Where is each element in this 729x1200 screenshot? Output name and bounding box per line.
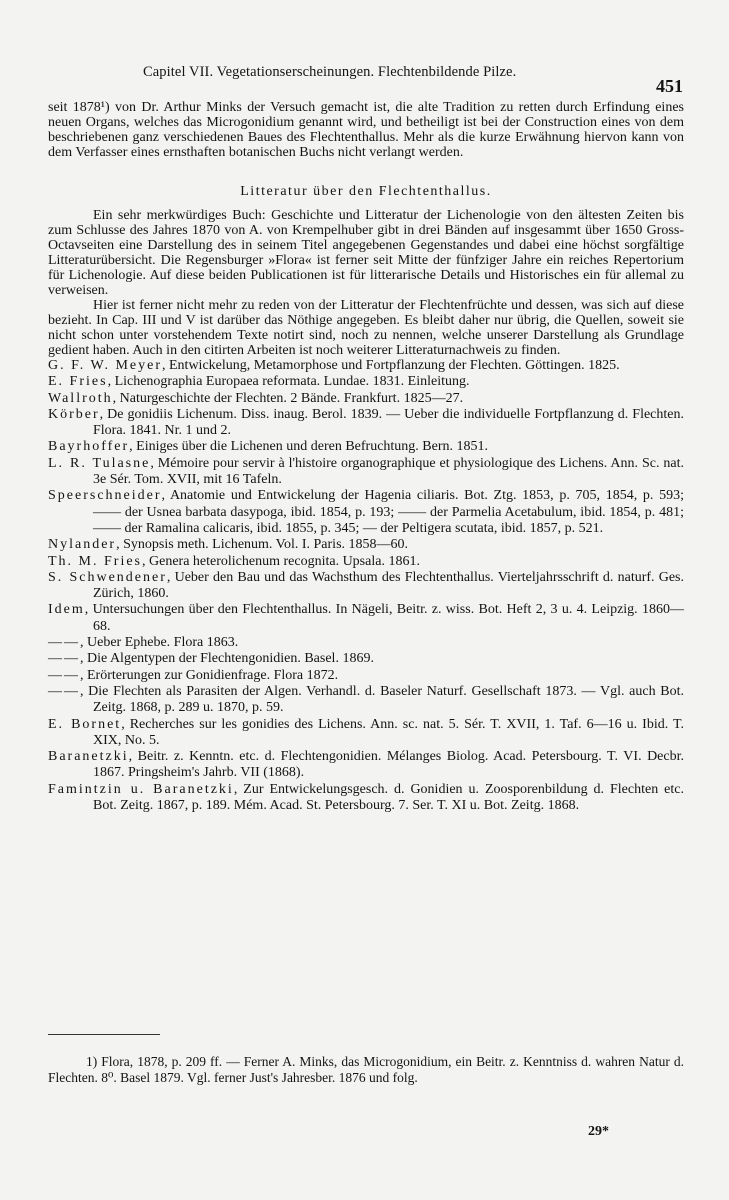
reference-author: E. Bornet [48, 716, 122, 732]
section-heading: Litteratur über den Flechtenthallus. [240, 184, 492, 199]
reference-author: Körber [48, 406, 100, 422]
reference-author: —— [48, 635, 80, 651]
reference-text: , Genera heterolichenum recognita. Upsala. 1861. [142, 553, 420, 569]
reference-entry [48, 488, 684, 537]
reference-author: Idem [48, 602, 85, 618]
reference-entry [48, 407, 684, 440]
reference-author: L. R. Tulasne [48, 455, 151, 471]
reference-entry [48, 717, 684, 750]
reference-author: Famintzin u. Baranetzki [48, 781, 234, 797]
reference-entry [48, 749, 684, 782]
reference-entry [48, 439, 684, 455]
reference-author: —— [48, 683, 80, 699]
reference-text: , Anatomie und Entwickelung der Hagenia ciliaris. Bot. Ztg. 1853, p. 705, 1854, p. 593; —— der Usnea barbata dasypoga, ibid. 1854, p. 193; —— der Parmelia Acetabulum, ibid. 1854, p. 481; —— der Ramalina calicaris, ibid. 1855, p. 345; — der Peltigera scutata, ibid. 1857, p. 521. [93, 488, 684, 536]
reference-entry [48, 602, 684, 635]
reference-entry [48, 570, 684, 603]
reference-text: , Mémoire pour servir à l'histoire organographique et physiologique des Lichens. Ann. Sc. nat. 3e Sér. Tom. XVII, mit 16 Tafeln. [93, 455, 684, 488]
reference-entry [48, 782, 684, 815]
reference-entry [48, 635, 684, 651]
reference-author: Speerschneider [48, 488, 162, 504]
reference-text: , Synopsis meth. Lichenum. Vol. I. Paris. 1858—60. [116, 537, 409, 553]
reference-entry [48, 651, 684, 667]
reference-text: , Recherches sur les gonidies des Lichens. Ann. sc. nat. 5. Sér. T. XVII, 1. Taf. 6—16 u. Ibid. T. XIX, No. 5. [93, 716, 684, 748]
reference-text: , Beitr. z. Kenntn. etc. d. Flechtengonidien. Mélanges Biolog. Acad. Petersbourg. T. VI. Decbr. 1867. Pringsheim's Jahrb. VII (1868). [93, 749, 684, 781]
footnote-rule [48, 1034, 160, 1035]
reference-author: Bayrhoffer [48, 439, 130, 455]
reference-entry [48, 668, 684, 684]
reference-text: , Lichenographia Europaea reformata. Lundae. 1831. Einleitung. [107, 374, 470, 390]
reference-text: , Entwickelung, Metamorphose und Fortpflanzung der Flechten. Göttingen. 1825. [162, 358, 620, 373]
reference-author: G. F. W. Meyer [48, 358, 162, 373]
intro-paragraph: seit 1878¹) von Dr. Arthur Minks der Versuch gemacht ist, die alte Tradition zu retten durch Erfindung eines neuen Organs, welches das Microgonidium genannt wird, und betheiligt ist bei der Construction eines von dem beschriebenen ganz verschiedenen Baues des Flechtenthallus. Mehr als die kurze Erwähnung hiervon kann von dem Verfasser eines ernsthaften botanischen Buchs nicht verlangt werden. [48, 100, 684, 160]
reference-text: , Ueber den Bau und das Wachsthum des Flechtenthallus. Vierteljahrsschrift d. naturf. Ges. Zürich, 1860. [93, 569, 685, 602]
reference-author: S. Schwendener [48, 569, 167, 585]
page-number: 451 [656, 76, 683, 96]
reference-author: Baranetzki [48, 749, 129, 765]
reference-text: , Zur Entwickelungsgesch. d. Gonidien u. Zoosporenbildung d. Flechten etc. Bot. Zeitg. 1867, p. 189. Mém. Acad. St. Petersbourg. 7. Ser. T. XI u. Bot. Zeitg. 1868. [93, 781, 684, 814]
reference-text: , Ueber Ephebe. Flora 1863. [80, 635, 239, 651]
reference-entry [48, 537, 684, 553]
paragraph-2: Hier ist ferner nicht mehr zu reden von der Litteratur der Flechtenfrüchte und dessen, was sich auf diese bezieht. In Cap. III und V ist darüber das Nöthige angegeben. Es bleibt daher nur übrig, die Quellen, soweit sie nicht schon unter vorstehendem Texte notirt sind, noch zu nennen, welche unserer Darstellung als Grundlage gedient haben. Auch in den citirten Arbeiten ist noch weiterer Litteraturnachweis zu finden. [48, 298, 684, 358]
reference-entry [48, 391, 684, 407]
paragraph-1: Ein sehr merkwürdiges Buch: Geschichte und Litteratur der Lichenologie von den ältesten Zeiten bis zum Schlusse des Jahres 1870 von A. von Krempelhuber gibt in drei Bänden auf insgesammt über 1650 Gross-Octavseiten eine Darstellung des in seinem Titel angegebenen Gegenstandes und dabei eine höchst sorgfältige Litteraturübersicht. Die Regensburger »Flora« ist ferner seit Mitte der fünfziger Jahre ein reiches Repertorium für Lichenologie. Auf diese beiden Publicationen ist für litterarische Details und Historisches ein für allemal zu verweisen. [48, 208, 684, 298]
reference-author: Wallroth [48, 390, 113, 406]
reference-author: —— [48, 667, 80, 683]
reference-text: , De gonidiis Lichenum. Diss. inaug. Berol. 1839. — Ueber die individuelle Fortpflanzung d. Flechten. Flora. 1841. Nr. 1 und 2. [93, 406, 684, 439]
reference-list [48, 358, 684, 814]
reference-entry [48, 456, 684, 489]
page-header [0, 56, 729, 96]
reference-text: , Die Algentypen der Flechtengonidien. Basel. 1869. [80, 651, 374, 667]
reference-author: E. Fries [48, 374, 108, 390]
reference-text: , Naturgeschichte der Flechten. 2 Bände. Frankfurt. 1825—27. [112, 390, 464, 406]
signature-mark: 29* [588, 1124, 609, 1139]
reference-text: , Erörterungen zur Gonidienfrage. Flora 1872. [80, 667, 339, 683]
reference-author: —— [48, 651, 80, 667]
body-text [48, 100, 684, 814]
reference-entry [48, 358, 684, 374]
reference-text: , Untersuchungen über den Flechtenthallus. In Nägeli, Beitr. z. wiss. Bot. Heft 2, 3 u. 4. Leipzig. 1860—68. [84, 602, 684, 634]
reference-entry [48, 684, 684, 717]
running-head: Capitel VII. Vegetationserscheinungen. Flechtenbildende Pilze. [143, 64, 517, 80]
reference-author: Nylander [48, 537, 117, 553]
reference-entry [48, 374, 684, 390]
reference-text: , Einiges über die Lichenen und deren Befruchtung. Bern. 1851. [129, 439, 489, 455]
reference-text: , Die Flechten als Parasiten der Algen. Verhandl. d. Baseler Naturf. Gesellschaft 1873. — Vgl. auch Bot. Zeitg. 1868, p. 289 u. 1870, p. 59. [80, 683, 684, 716]
reference-entry [48, 554, 684, 570]
reference-author: Th. M. Fries [48, 553, 142, 569]
footnote: 1) Flora, 1878, p. 209 ff. — Ferner A. Minks, das Microgonidium, ein Beitr. z. Kenntniss d. wahren Natur d. Flechten. 8⁰. Basel 1879. Vgl. ferner Just's Jahresber. 1876 und folg. [48, 1054, 684, 1085]
